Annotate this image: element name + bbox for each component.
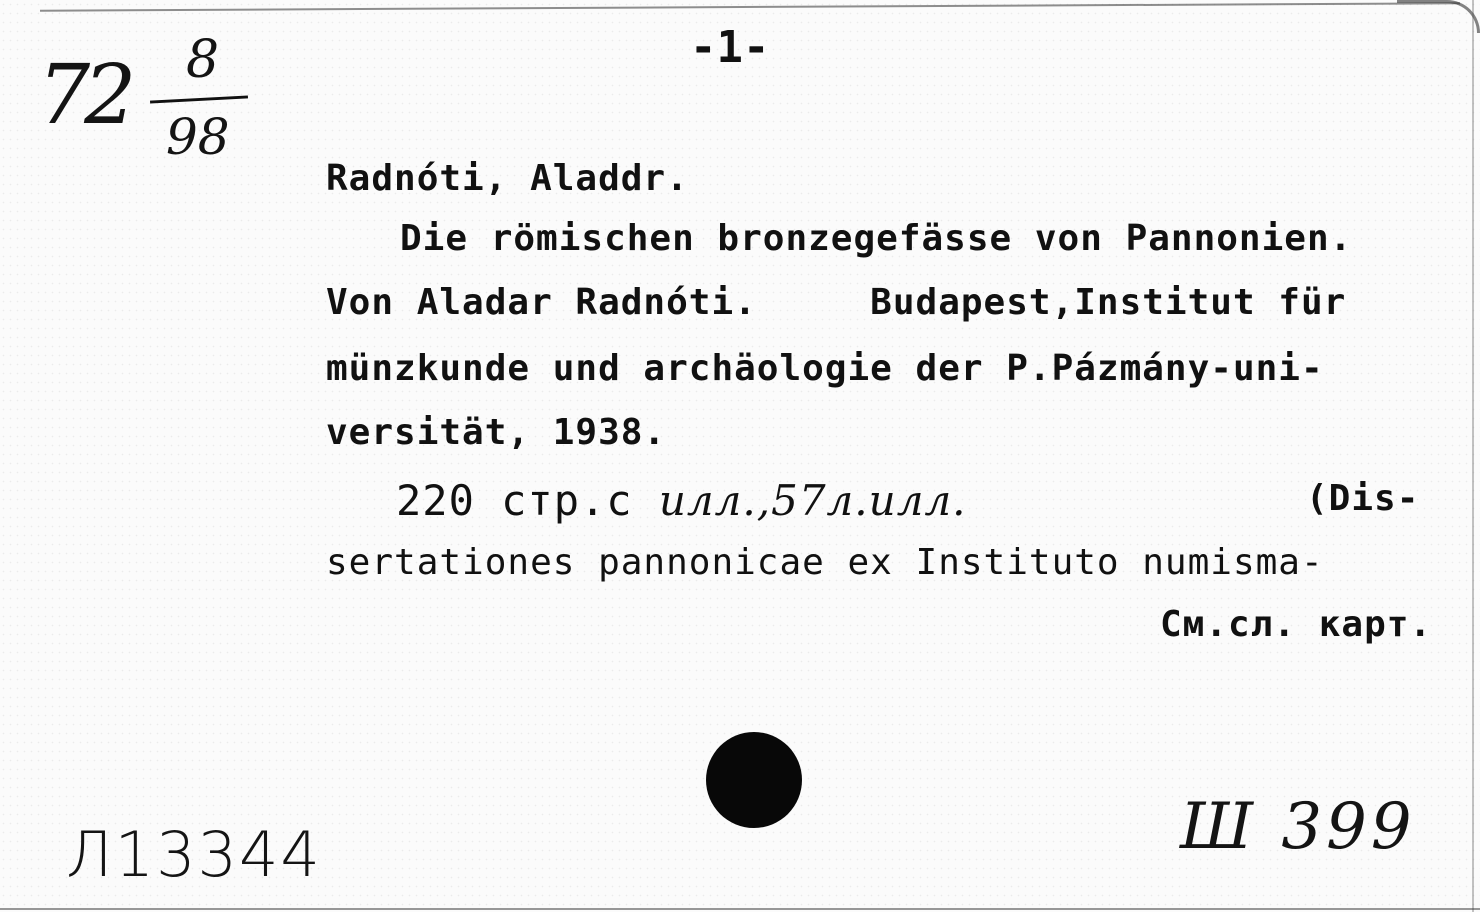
accession-number: Л13344 xyxy=(66,818,322,891)
shelf-class-number: 72 xyxy=(38,48,131,143)
responsibility-line: Von Aladar Radnóti. Budapest,Institut für xyxy=(326,282,1347,323)
title-line: Die römischen bronzegefässe von Pannonien. xyxy=(400,218,1353,259)
shelf-fraction-line xyxy=(150,95,248,103)
card-corner xyxy=(1397,0,1480,33)
extent-line xyxy=(396,476,967,525)
author-line: Radnóti, Aladdr. xyxy=(326,158,689,199)
card-top-edge xyxy=(40,2,1460,11)
series-line: sertationes pannonicae ex Instituto numisma- xyxy=(326,542,1324,583)
see-next-card: См.сл. карт. xyxy=(1160,604,1433,645)
publisher-line: münzkunde und archäologie der P.Pázmány-uni- xyxy=(326,348,1324,389)
shelf-denominator: 98 xyxy=(166,108,230,166)
page-number: -1- xyxy=(690,22,770,73)
series-start: (Dis- xyxy=(1306,478,1420,519)
card-right-edge xyxy=(1472,0,1474,912)
call-number: Ш 399 xyxy=(1180,790,1416,864)
publisher-end-line: versität, 1938. xyxy=(326,412,667,453)
punch-hole xyxy=(706,732,802,828)
shelf-numerator: 8 xyxy=(186,30,220,90)
extent-illustrations: илл.,57л.илл. xyxy=(658,476,967,525)
card-bottom-edge xyxy=(0,908,1480,910)
extent-pages: 220 стр.с xyxy=(396,476,659,525)
